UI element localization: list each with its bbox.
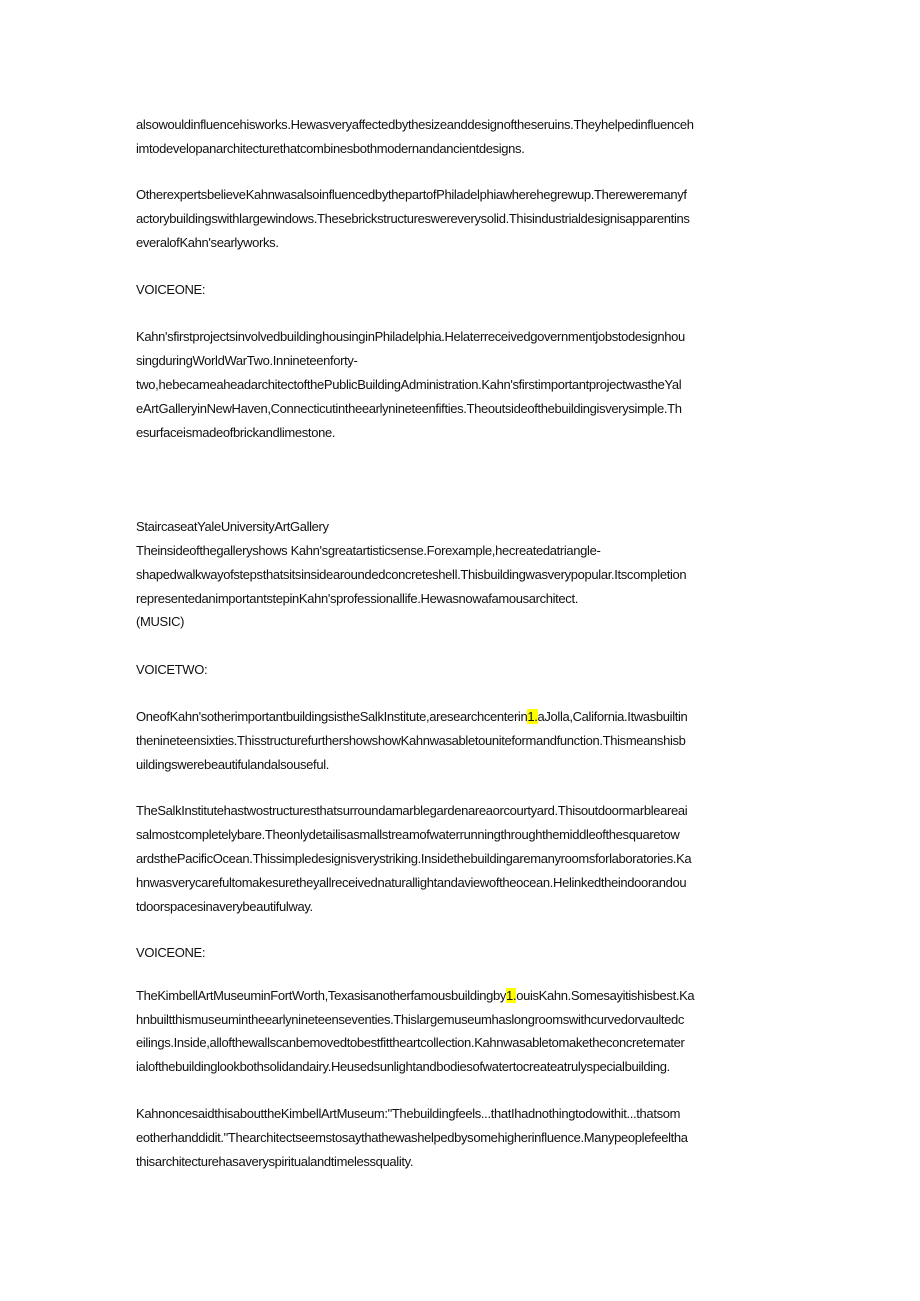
music-cue: (MUSIC)	[136, 614, 185, 629]
paragraph-philadelphia-line-2: actorybuildingswithlargewindows.Thesebrickstructureswereverysolid.Thisindustrialdesignisapparentins	[136, 211, 690, 226]
paragraph-salk-line-2: thenineteensixties.ThisstructurefurthershowshowKahnwasabletouniteformandfunction.Thismeanshisb	[136, 733, 686, 748]
paragraph-ruins-line-2: imtodevelopanarchitecturethatcombinesbothmodernandancientdesigns.	[136, 141, 525, 156]
paragraph-early-projects-line-4: eArtGalleryinNewHaven,Connecticutintheearlynineteenfifties.Theoutsideofthebuildingisverysimple.Th	[136, 401, 682, 416]
paragraph-gallery-line-3: representedanimportantstepinKahn'sprofessionallife.Hewasnowafamousarchitect.	[136, 591, 578, 606]
paragraph-courtyard-line-4: hnwasverycarefultomakesuretheyallreceivednaturallightandaviewoftheocean.Helinkedtheindoorandou	[136, 875, 687, 890]
kimbell-line-1-text-b: ouisKahn.Somesayitishisbest.Ka	[516, 988, 695, 1003]
paragraph-philadelphia-line-1: OtherexpertsbelieveKahnwasalsoinfluencedbythepartofPhiladelphiawherehegrewup.Thereweremanyf	[136, 187, 687, 202]
paragraph-kimbell-line-1	[136, 987, 796, 1005]
speaker-label-voice-two: VOICETWO:	[136, 662, 208, 677]
image-caption: StaircaseatYaleUniversityArtGallery	[136, 519, 329, 534]
paragraph-courtyard-line-1: TheSalkInstitutehastwostructuresthatsurroundamarblegardenareaorcourtyard.Thisoutdoormarbleareai	[136, 803, 688, 818]
paragraph-gallery-line-1: Theinsideofthegalleryshows Kahn'sgreatartisticsense.Forexample,hecreatedatriangle-	[136, 543, 601, 558]
paragraph-kimbell-line-3: eilings.Inside,allofthewallscanbemovedtobestfittheartcollection.Kahnwasabletomaketheconcretemater	[136, 1035, 685, 1050]
speaker-label-voice-one: VOICEONE:	[136, 282, 206, 297]
highlight-mark: 1.	[527, 709, 538, 724]
paragraph-early-projects-line-5: esurfaceismadeofbrickandlimestone.	[136, 425, 336, 440]
salk-line-1-text-b: aJolla,California.Itwasbuiltin	[537, 709, 688, 724]
paragraph-kimbell-line-2: hnbuiltthismuseumintheearlynineteenseventies.Thislargemuseumhaslongroomswithcurvedorvaultedc	[136, 1012, 685, 1027]
paragraph-quote-line-1: KahnoncesaidthisabouttheKimbellArtMuseum:"Thebuildingfeels...thatIhadnothingtodowithit...thatsom	[136, 1106, 681, 1121]
paragraph-quote-line-3: thisarchitecturehasaveryspiritualandtimelessquality.	[136, 1154, 414, 1169]
paragraph-courtyard-line-2: salmostcompletelybare.Theonlydetailisasmallstreamofwaterrunningthroughthemiddleofthesquaretow	[136, 827, 680, 842]
paragraph-early-projects-line-1: Kahn'sfirstprojectsinvolvedbuildinghousinginPhiladelphia.Helaterreceivedgovernmentjobstodesignhou	[136, 329, 685, 344]
speaker-label-voice-one-2: VOICEONE:	[136, 945, 206, 960]
kimbell-line-1-text-a: TheKimbellArtMuseuminFortWorth,Texasisanotherfamousbuildingby	[136, 988, 507, 1003]
paragraph-early-projects-line-3: two,hebecameaheadarchitectofthePublicBuildingAdministration.Kahn'sfirstimportantprojectwastheYal	[136, 377, 682, 392]
paragraph-kimbell-line-4: ialofthebuildinglookbothsolidandairy.Heusedsunlightandbodiesofwatertocreateatrulyspecialbuilding.	[136, 1059, 670, 1074]
paragraph-philadelphia-line-3: everalofKahn'searlyworks.	[136, 235, 279, 250]
paragraph-salk-line-1	[136, 708, 796, 726]
paragraph-courtyard-line-5: tdoorspacesinaverybeautifulway.	[136, 899, 313, 914]
paragraph-gallery-line-2: shapedwalkwayofstepsthatsitsinsidearoundedconcreteshell.Thisbuildingwasverypopular.Itscompletion	[136, 567, 687, 582]
paragraph-quote-line-2: eotherhanddidit."Thearchitectseemstosaythathewashelpedbysomehigherinfluence.Manypeoplefeeltha	[136, 1130, 688, 1145]
salk-line-1-text-a: OneofKahn'sotherimportantbuildingsistheSalkInstitute,aresearchcenterin	[136, 709, 528, 724]
paragraph-ruins-line-1: alsowouldinfluencehisworks.Hewasveryaffectedbythesizeanddesignoftheseruins.Theyhelpedinfluenceh	[136, 117, 694, 132]
paragraph-early-projects-line-2: singduringWorldWarTwo.Innineteenforty-	[136, 353, 358, 368]
highlight-mark-2: 1.	[506, 988, 517, 1003]
paragraph-salk-line-3: uildingswerebeautifulandalsouseful.	[136, 757, 330, 772]
paragraph-courtyard-line-3: ardsthePacificOcean.Thissimpledesignisverystriking.Insidethebuildingaremanyroomsforlaboratories.Ka	[136, 851, 692, 866]
